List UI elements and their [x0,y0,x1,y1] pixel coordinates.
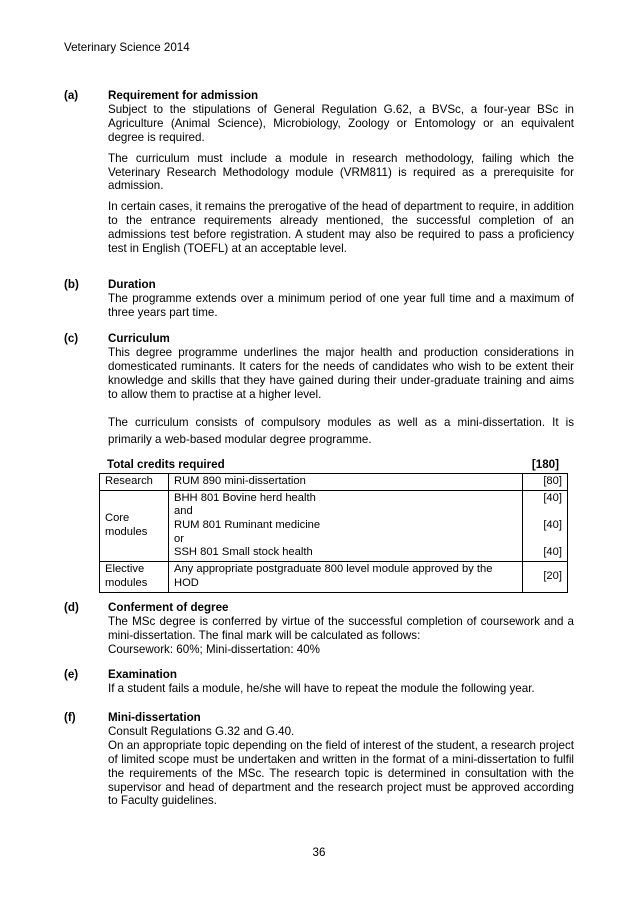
module-cell: Any appropriate postgraduate 800 level module approved by the HOD [169,562,523,592]
paragraph: Subject to the stipulations of General Regulation G.62, a BVSc, a four-year BSc in Agriculture (Animal Science), Microbiology, Zoology or Entomology or an equivalent degree is required. [108,102,574,144]
section-mini-dissertation [64,711,574,808]
section-letter: (c) [64,332,79,345]
paragraph: If a student fails a module, he/she will have to repeat the module the following year. [108,681,535,695]
category-cell: Elective modules [100,562,169,592]
paragraph: The curriculum consists of compulsory modules as well as a mini-dissertation. It is primarily a web-based modular degree programme. [108,415,574,446]
module-cell: RUM 890 mini-dissertation [169,474,523,491]
paragraph: On an appropriate topic depending on the field of interest of the student, a research project of limited scope must be undertaken and written in the format of a mini-dissertation to fulfil the requirements of the MSc. The research topic is determined in consultation with the supervisor and head of department and the research project must be approved according to Faculty guidelines. [108,738,574,808]
section-title: Mini-dissertation [108,711,201,724]
connector-text: or [174,532,184,545]
paragraph: Consult Regulations G.32 and G.40. [108,724,295,738]
section-letter: (f) [64,711,76,724]
credit-value: [40] [543,546,562,559]
paragraph: This degree programme underlines the major health and production considerations in domesticated ruminants. It caters for the needs of candidates who wish to be extent their knowledge and skills that they have gained during their under-graduate training and aims to allow them to practise at a higher level. [108,345,574,401]
category-cell: Research [100,474,169,491]
credit-value: [40] [543,519,562,532]
paragraph: The programme extends over a minimum period of one year full time and a maximum of three years part time. [108,291,574,319]
table-row [100,490,568,561]
credit-value: [40] [543,491,562,504]
section-letter: (b) [64,278,79,291]
page-number: 36 [312,846,326,859]
section-conferment [64,601,574,657]
section-admission [64,89,574,256]
module-line: SSH 801 Small stock health [174,546,313,559]
credit-cell [523,490,568,561]
category-cell: Core modules [100,490,169,561]
table-row [100,562,568,592]
paragraph: In certain cases, it remains the prerogative of the head of department to require, in addition to the entrance requirements already mentioned, the successful completion of an admissions test before registration. A student may also be required to pass a proficiency test in English (TOEFL) at an acceptable level. [108,200,574,256]
credit-cell: [80] [523,474,568,491]
credits-total: [180] [531,458,559,471]
section-letter: (d) [64,601,79,614]
section-curriculum [64,332,574,448]
paragraph: Coursework: 60%; Mini-dissertation: 40% [108,642,320,656]
module-cell [169,490,523,561]
table-row [100,474,568,491]
section-duration [64,278,574,320]
curriculum-table [99,473,568,593]
paragraph: The MSc degree is conferred by virtue of the successful completion of coursework and a mini-dissertation. The final mark will be calculated as follows: [108,614,574,642]
section-letter: (e) [64,668,79,681]
section-title: Requirement for admission [108,89,259,102]
paragraph: The curriculum must include a module in research methodology, failing which the Veterinary Research Methodology module (VRM811) is required as a prerequisite for admission. [108,151,574,193]
credits-label: Total credits required [107,458,225,471]
connector-text: and [174,505,193,518]
section-title: Conferment of degree [108,601,229,614]
module-line: RUM 801 Ruminant medicine [174,519,321,532]
section-examination [64,668,574,696]
section-letter: (a) [64,89,79,102]
credit-cell: [20] [523,562,568,592]
section-title: Curriculum [108,332,170,345]
section-title: Examination [108,668,177,681]
module-line: BHH 801 Bovine herd health [174,491,316,504]
section-title: Duration [108,278,156,291]
running-header: Veterinary Science 2014 [64,41,190,54]
